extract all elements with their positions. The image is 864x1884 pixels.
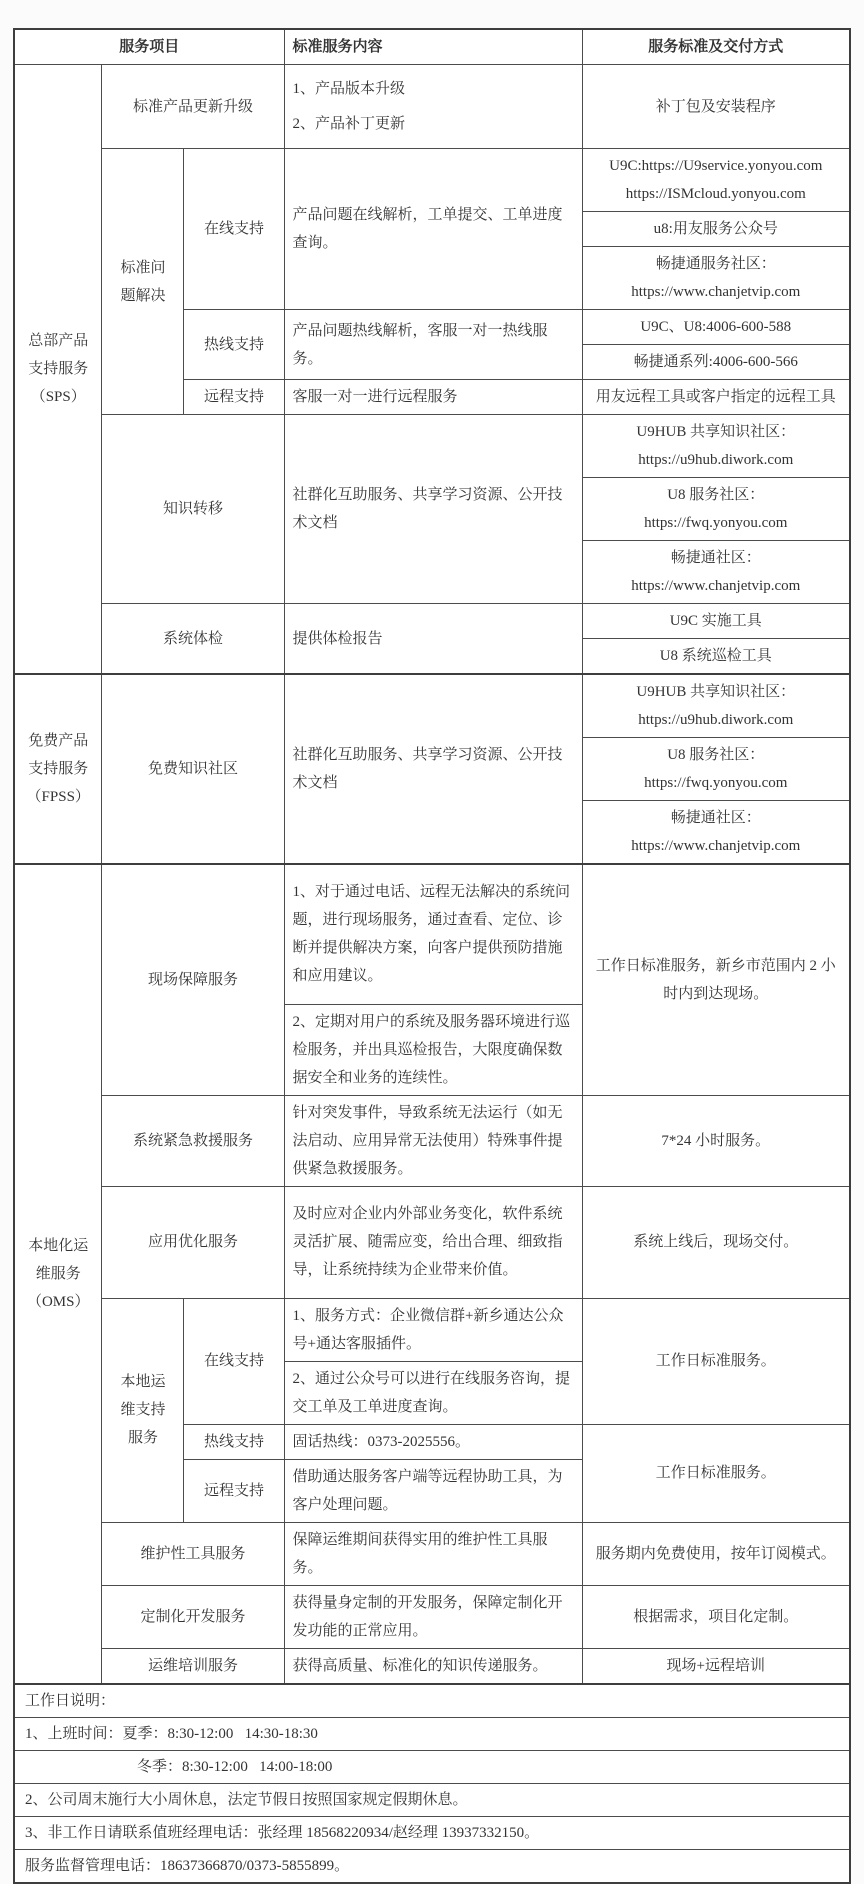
- row-training: [14, 1648, 850, 1684]
- header-service-content: 标准服务内容: [284, 29, 582, 65]
- cell-optimize-item: 应用优化服务: [102, 1186, 284, 1298]
- row-fpss-1: [14, 674, 850, 738]
- cell-emergency-content: 针对突发事件，导致系统无法运行（如无法启动、应用异常无法使用）特殊事件提供紧急救援服务。: [284, 1095, 582, 1186]
- row-product-update: [14, 65, 850, 149]
- cell-local-hotline-content: 固话热线：0373-2025556。: [284, 1424, 582, 1459]
- cell-knowledge-item: 知识转移: [102, 415, 284, 604]
- note-working-hours-summer: 1、上班时间：夏季：8:30-12:00 14:30-18:30: [14, 1717, 850, 1750]
- cell-issue-hotline-std-1: U9C、U8:4006-600-588: [582, 310, 850, 345]
- cell-issue-item: 标准问题解决: [102, 149, 184, 415]
- table-header-row: [14, 29, 850, 65]
- cell-training-item: 运维培训服务: [102, 1648, 284, 1684]
- cell-local-remote-content: 借助通达服务客户端等远程协助工具，为客户处理问题。: [284, 1459, 582, 1522]
- cell-onsite-std: 工作日标准服务，新乡市范围内 2 小时内到达现场。: [582, 864, 850, 1095]
- cell-issue-online-std-u9c: U9C:https://U9service.yonyou.com https://ISMcloud.yonyou.com: [582, 149, 850, 212]
- row-note-title: [14, 1684, 850, 1718]
- cell-issue-online-std-u8: u8:用友服务公众号: [582, 212, 850, 247]
- header-service-standard: 服务标准及交付方式: [582, 29, 850, 65]
- cell-issue-online-item: 在线支持: [184, 149, 284, 310]
- cell-oms-category: 本地化运维服务（OMS）: [14, 864, 102, 1684]
- service-table: [13, 28, 851, 1884]
- row-local-online-1: [14, 1298, 850, 1361]
- cell-product-update-item: 标准产品更新升级: [102, 65, 284, 149]
- cell-tools-std: 服务期内免费使用，按年订阅模式。: [582, 1522, 850, 1585]
- cell-knowledge-std-chanjet: 畅捷通社区： https://www.chanjetvip.com: [582, 541, 850, 604]
- cell-tools-content: 保障运维期间获得实用的维护性工具服务。: [284, 1522, 582, 1585]
- cell-local-hotline-item: 热线支持: [184, 1424, 284, 1459]
- cell-issue-remote-item: 远程支持: [184, 380, 284, 415]
- cell-custom-std: 根据需求，项目化定制。: [582, 1585, 850, 1648]
- cell-issue-hotline-std-2: 畅捷通系列:4006-600-566: [582, 345, 850, 380]
- cell-fpss-community-content: 社群化互助服务、共享学习资源、公开技术文档: [284, 674, 582, 864]
- cell-emergency-std: 7*24 小时服务。: [582, 1095, 850, 1186]
- note-title: 工作日说明：: [14, 1684, 850, 1718]
- cell-local-online-std: 工作日标准服务。: [582, 1298, 850, 1424]
- note-working-hours-winter: 冬季：8:30-12:00 14:00-18:00: [14, 1750, 850, 1783]
- cell-knowledge-std-u8: U8 服务社区： https://fwq.yonyou.com: [582, 478, 850, 541]
- cell-knowledge-std-u9hub: U9HUB 共享知识社区： https://u9hub.diwork.com: [582, 415, 850, 478]
- cell-fpss-std-u8: U8 服务社区： https://fwq.yonyou.com: [582, 738, 850, 801]
- cell-checkup-std-1: U9C 实施工具: [582, 604, 850, 639]
- cell-issue-online-std-chanjet: 畅捷通服务社区： https://www.chanjetvip.com: [582, 247, 850, 310]
- row-issue-online-1: [14, 149, 850, 212]
- cell-product-update-standard: 补丁包及安装程序: [582, 65, 850, 149]
- cell-sps-category: 总部产品支持服务（SPS）: [14, 65, 102, 675]
- cell-product-update-content: 1、产品版本升级 2、产品补丁更新: [284, 65, 582, 149]
- cell-local-online-content-2: 2、通过公众号可以进行在线服务咨询，提交工单及工单进度查询。: [284, 1361, 582, 1424]
- cell-local-online-item: 在线支持: [184, 1298, 284, 1424]
- cell-fpss-community-item: 免费知识社区: [102, 674, 284, 864]
- cell-checkup-item: 系统体检: [102, 604, 284, 675]
- cell-local-online-content-1: 1、服务方式：企业微信群+新乡通达公众号+通达客服插件。: [284, 1298, 582, 1361]
- cell-training-content: 获得高质量、标准化的知识传递服务。: [284, 1648, 582, 1684]
- row-note-5: [14, 1849, 850, 1883]
- cell-local-item: 本地运维支持服务: [102, 1298, 184, 1522]
- note-off-hours-contact: 3、非工作日请联系值班经理电话：张经理 18568220934/赵经理 13937332150。: [14, 1816, 850, 1849]
- cell-issue-hotline-content: 产品问题热线解析，客服一对一热线服务。: [284, 310, 582, 380]
- row-note-3: [14, 1783, 850, 1816]
- row-knowledge-1: [14, 415, 850, 478]
- note-supervision-phone: 服务监督管理电话：18637366870/0373-5855899。: [14, 1849, 850, 1883]
- cell-custom-item: 定制化开发服务: [102, 1585, 284, 1648]
- cell-checkup-content: 提供体检报告: [284, 604, 582, 675]
- cell-optimize-std: 系统上线后，现场交付。: [582, 1186, 850, 1298]
- cell-custom-content: 获得量身定制的开发服务，保障定制化开发功能的正常应用。: [284, 1585, 582, 1648]
- cell-fpss-std-u9hub: U9HUB 共享知识社区： https://u9hub.diwork.com: [582, 674, 850, 738]
- row-onsite-1: [14, 864, 850, 1004]
- cell-local-remote-item: 远程支持: [184, 1459, 284, 1522]
- cell-checkup-std-2: U8 系统巡检工具: [582, 639, 850, 675]
- cell-fpss-std-chanjet: 畅捷通社区： https://www.chanjetvip.com: [582, 801, 850, 865]
- row-tools: [14, 1522, 850, 1585]
- row-custom: [14, 1585, 850, 1648]
- cell-knowledge-content: 社群化互助服务、共享学习资源、公开技术文档: [284, 415, 582, 604]
- note-weekend-policy: 2、公司周末施行大小周休息，法定节假日按照国家规定假期休息。: [14, 1783, 850, 1816]
- row-checkup-1: [14, 604, 850, 639]
- header-service-item: 服务项目: [14, 29, 284, 65]
- cell-onsite-item: 现场保障服务: [102, 864, 284, 1095]
- cell-issue-hotline-item: 热线支持: [184, 310, 284, 380]
- row-note-1: [14, 1717, 850, 1750]
- cell-issue-remote-std: 用友远程工具或客户指定的远程工具: [582, 380, 850, 415]
- row-optimize: [14, 1186, 850, 1298]
- cell-local-remote-std: 工作日标准服务。: [582, 1424, 850, 1522]
- cell-training-std: 现场+远程培训: [582, 1648, 850, 1684]
- row-note-4: [14, 1816, 850, 1849]
- cell-onsite-content-1: 1、对于通过电话、远程无法解决的系统问题，进行现场服务，通过查看、定位、诊断并提供解决方案，向客户提供预防措施和应用建议。: [284, 864, 582, 1004]
- cell-fpss-category: 免费产品支持服务（FPSS）: [14, 674, 102, 864]
- cell-emergency-item: 系统紧急救援服务: [102, 1095, 284, 1186]
- row-emergency: [14, 1095, 850, 1186]
- cell-issue-remote-content: 客服一对一进行远程服务: [284, 380, 582, 415]
- cell-onsite-content-2: 2、定期对用户的系统及服务器环境进行巡检服务，并出具巡检报告，大限度确保数据安全和业务的连续性。: [284, 1004, 582, 1095]
- cell-tools-item: 维护性工具服务: [102, 1522, 284, 1585]
- row-note-2: [14, 1750, 850, 1783]
- cell-optimize-content: 及时应对企业内外部业务变化，软件系统灵活扩展、随需应变，给出合理、细致指导，让系统持续为企业带来价值。: [284, 1186, 582, 1298]
- cell-issue-online-content: 产品问题在线解析，工单提交、工单进度查询。: [284, 149, 582, 310]
